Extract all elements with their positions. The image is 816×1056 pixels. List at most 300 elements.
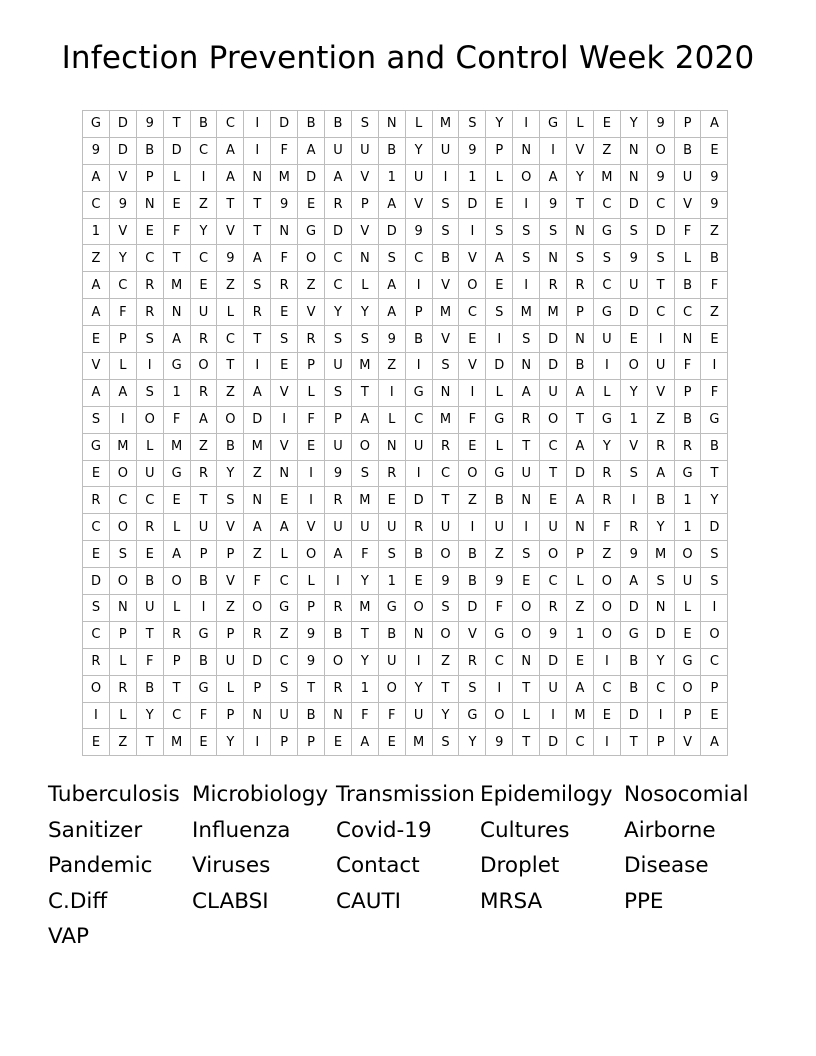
grid-cell: N [378, 111, 405, 138]
grid-cell: Y [351, 648, 378, 675]
grid-cell: B [567, 353, 594, 380]
grid-cell: E [83, 729, 110, 756]
grid-cell: P [271, 729, 298, 756]
grid-cell: 9 [486, 729, 513, 756]
grid-cell: E [136, 218, 163, 245]
grid-cell: Y [190, 218, 217, 245]
grid-cell: O [432, 621, 459, 648]
grid-cell: L [298, 568, 325, 595]
grid-cell: S [432, 191, 459, 218]
word-list-item: Disease [624, 853, 709, 878]
grid-cell: O [593, 595, 620, 622]
grid-cell: A [378, 272, 405, 299]
grid-cell: N [351, 245, 378, 272]
grid-cell: Z [593, 541, 620, 568]
grid-cell: L [405, 111, 432, 138]
grid-cell: Y [405, 137, 432, 164]
grid-cell: L [486, 379, 513, 406]
grid-cell: I [298, 487, 325, 514]
grid-cell: C [432, 460, 459, 487]
grid-cell: U [674, 568, 701, 595]
grid-cell: D [378, 218, 405, 245]
grid-cell: C [540, 568, 567, 595]
grid-cell: E [190, 272, 217, 299]
grid-cell: N [163, 299, 190, 326]
grid-cell: O [674, 541, 701, 568]
grid-cell: R [190, 379, 217, 406]
grid-cell: P [486, 137, 513, 164]
grid-cell: C [540, 433, 567, 460]
grid-cell: L [674, 245, 701, 272]
grid-cell: Z [217, 595, 244, 622]
grid-cell: R [136, 299, 163, 326]
grid-cell: A [83, 272, 110, 299]
grid-cell: Z [459, 487, 486, 514]
grid-cell: N [432, 379, 459, 406]
grid-cell: T [351, 621, 378, 648]
grid-cell: N [567, 326, 594, 353]
grid-cell: 1 [378, 164, 405, 191]
grid-cell: Z [217, 379, 244, 406]
grid-cell: 9 [620, 541, 647, 568]
grid-row [83, 433, 728, 460]
grid-cell: C [217, 326, 244, 353]
grid-row [83, 137, 728, 164]
grid-cell: O [109, 568, 136, 595]
grid-cell: R [593, 487, 620, 514]
grid-cell: I [647, 702, 674, 729]
grid-cell: C [217, 111, 244, 138]
grid-cell: L [567, 111, 594, 138]
grid-cell: T [513, 729, 540, 756]
grid-cell: P [325, 406, 352, 433]
grid-cell: I [244, 729, 271, 756]
grid-cell: G [593, 406, 620, 433]
grid-cell: L [217, 299, 244, 326]
grid-cell: P [298, 595, 325, 622]
grid-row [83, 191, 728, 218]
grid-cell: N [620, 137, 647, 164]
grid-cell: O [136, 406, 163, 433]
grid-row [83, 514, 728, 541]
grid-cell: M [351, 487, 378, 514]
grid-cell: C [83, 514, 110, 541]
grid-cell: S [83, 406, 110, 433]
grid-cell: E [136, 541, 163, 568]
grid-cell: U [190, 514, 217, 541]
grid-cell: E [83, 460, 110, 487]
grid-cell: R [378, 460, 405, 487]
grid-cell: I [83, 702, 110, 729]
page-title: Infection Prevention and Control Week 2020 [61, 40, 755, 76]
grid-cell: L [486, 433, 513, 460]
grid-cell: G [486, 621, 513, 648]
grid-cell: 1 [163, 379, 190, 406]
word-list-item: Pandemic [48, 853, 153, 878]
grid-cell: C [83, 621, 110, 648]
grid-cell: S [351, 326, 378, 353]
word-list [48, 780, 788, 958]
grid-cell: R [325, 595, 352, 622]
grid-row [83, 621, 728, 648]
grid-cell: C [271, 648, 298, 675]
word-list-item: Nosocomial [624, 782, 749, 807]
grid-cell: S [325, 379, 352, 406]
grid-cell: I [244, 137, 271, 164]
word-list-item: CAUTI [336, 888, 401, 914]
grid-cell: I [513, 272, 540, 299]
grid-cell: P [109, 326, 136, 353]
grid-cell: R [109, 675, 136, 702]
grid-cell: F [674, 353, 701, 380]
grid-cell: S [593, 245, 620, 272]
grid-cell: S [620, 218, 647, 245]
grid-cell: V [432, 272, 459, 299]
grid-row [83, 460, 728, 487]
grid-cell: U [432, 514, 459, 541]
grid-cell: V [271, 379, 298, 406]
grid-cell: O [486, 702, 513, 729]
grid-cell: A [83, 164, 110, 191]
grid-cell: N [109, 595, 136, 622]
grid-cell: Y [351, 299, 378, 326]
grid-cell: C [136, 487, 163, 514]
grid-cell: U [351, 514, 378, 541]
grid-cell: R [432, 433, 459, 460]
grid-cell: 1 [459, 164, 486, 191]
grid-cell: 9 [459, 137, 486, 164]
grid-cell: 9 [405, 218, 432, 245]
grid-cell: A [567, 433, 594, 460]
grid-cell: E [567, 648, 594, 675]
grid-cell: F [244, 568, 271, 595]
grid-cell: E [674, 621, 701, 648]
grid-cell: L [593, 379, 620, 406]
grid-cell: I [405, 353, 432, 380]
grid-cell: N [513, 648, 540, 675]
grid-cell: A [567, 487, 594, 514]
grid-cell: N [540, 245, 567, 272]
grid-cell: R [593, 460, 620, 487]
grid-cell: M [351, 353, 378, 380]
grid-row [83, 487, 728, 514]
grid-cell: S [620, 460, 647, 487]
grid-cell: D [647, 621, 674, 648]
grid-cell: U [325, 514, 352, 541]
grid-row [83, 702, 728, 729]
grid-cell: U [405, 164, 432, 191]
grid-cell: A [351, 729, 378, 756]
grid-cell: U [432, 137, 459, 164]
grid-cell: U [271, 702, 298, 729]
grid-row [83, 541, 728, 568]
grid-cell: T [190, 487, 217, 514]
grid-cell: I [459, 218, 486, 245]
grid-cell: A [244, 245, 271, 272]
grid-cell: S [459, 111, 486, 138]
grid-cell: C [701, 648, 728, 675]
grid-cell: E [459, 326, 486, 353]
grid-cell: N [513, 487, 540, 514]
grid-cell: I [701, 595, 728, 622]
grid-cell: O [432, 541, 459, 568]
grid-cell: T [217, 353, 244, 380]
grid-cell: G [701, 406, 728, 433]
grid-cell: V [217, 514, 244, 541]
grid-cell: O [378, 675, 405, 702]
grid-cell: D [540, 326, 567, 353]
grid-cell: C [593, 191, 620, 218]
word-list-item: Influenza [192, 817, 291, 843]
grid-cell: B [405, 326, 432, 353]
grid-cell: F [163, 218, 190, 245]
grid-cell: N [325, 702, 352, 729]
grid-cell: P [701, 675, 728, 702]
grid-cell: S [701, 541, 728, 568]
grid-cell: G [405, 379, 432, 406]
grid-cell: B [298, 702, 325, 729]
grid-cell: R [567, 272, 594, 299]
grid-cell: F [378, 702, 405, 729]
grid-cell: F [298, 406, 325, 433]
grid-cell: T [163, 111, 190, 138]
grid-cell: C [190, 137, 217, 164]
grid-cell: E [620, 326, 647, 353]
grid-cell: C [109, 487, 136, 514]
grid-cell: A [567, 379, 594, 406]
grid-cell: R [190, 326, 217, 353]
grid-cell: A [378, 191, 405, 218]
grid-cell: O [513, 595, 540, 622]
grid-cell: I [405, 460, 432, 487]
grid-cell: D [459, 595, 486, 622]
grid-cell: 9 [647, 164, 674, 191]
grid-cell: M [432, 299, 459, 326]
grid-row [83, 595, 728, 622]
grid-cell: D [567, 460, 594, 487]
grid-cell: L [298, 379, 325, 406]
grid-cell: B [136, 675, 163, 702]
grid-cell: Z [83, 245, 110, 272]
grid-cell: M [163, 272, 190, 299]
grid-cell: S [351, 111, 378, 138]
grid-cell: B [620, 648, 647, 675]
grid-row [83, 729, 728, 756]
word-list-item: Cultures [480, 817, 570, 843]
grid-cell: C [647, 299, 674, 326]
grid-cell: C [325, 245, 352, 272]
grid-cell: 9 [83, 137, 110, 164]
grid-cell: B [674, 137, 701, 164]
grid-cell: R [136, 272, 163, 299]
grid-cell: R [405, 514, 432, 541]
grid-cell: P [674, 111, 701, 138]
grid-cell: 9 [701, 191, 728, 218]
grid-cell: Y [405, 675, 432, 702]
grid-cell: I [190, 164, 217, 191]
grid-cell: C [593, 272, 620, 299]
grid-cell: Y [217, 729, 244, 756]
grid-cell: D [405, 487, 432, 514]
grid-cell: Z [271, 621, 298, 648]
grid-cell: Y [217, 460, 244, 487]
grid-cell: P [405, 299, 432, 326]
grid-cell: G [593, 299, 620, 326]
grid-cell: R [540, 595, 567, 622]
grid-cell: E [325, 729, 352, 756]
grid-cell: P [298, 353, 325, 380]
grid-cell: Y [432, 702, 459, 729]
grid-cell: A [244, 514, 271, 541]
grid-cell: S [486, 299, 513, 326]
grid-cell: M [513, 299, 540, 326]
grid-cell: V [674, 729, 701, 756]
grid-row [83, 326, 728, 353]
grid-cell: R [83, 648, 110, 675]
grid-cell: O [513, 164, 540, 191]
grid-cell: B [378, 137, 405, 164]
grid-cell: M [593, 164, 620, 191]
grid-cell: N [647, 595, 674, 622]
word-list-item: CLABSI [192, 888, 269, 914]
grid-cell: I [513, 514, 540, 541]
grid-cell: N [513, 137, 540, 164]
grid-cell: R [325, 191, 352, 218]
grid-cell: V [405, 191, 432, 218]
word-list-item: Microbiology [192, 782, 329, 807]
grid-cell: G [83, 111, 110, 138]
grid-cell: G [271, 595, 298, 622]
grid-cell: Y [109, 245, 136, 272]
grid-cell: B [190, 648, 217, 675]
grid-cell: N [244, 487, 271, 514]
grid-cell: C [647, 191, 674, 218]
grid-cell: N [567, 218, 594, 245]
grid-cell: U [620, 272, 647, 299]
grid-cell: A [244, 379, 271, 406]
word-list-item: Sanitizer [48, 817, 143, 843]
grid-cell: C [567, 729, 594, 756]
grid-cell: M [647, 541, 674, 568]
grid-cell: Y [325, 299, 352, 326]
grid-cell: B [620, 675, 647, 702]
grid-cell: 1 [351, 675, 378, 702]
grid-cell: C [271, 568, 298, 595]
grid-cell: R [136, 514, 163, 541]
grid-cell: D [620, 299, 647, 326]
grid-cell: V [83, 353, 110, 380]
grid-cell: P [217, 702, 244, 729]
grid-cell: R [325, 675, 352, 702]
grid-cell: R [325, 487, 352, 514]
grid-cell: L [109, 702, 136, 729]
grid-cell: O [298, 541, 325, 568]
grid-cell: E [163, 191, 190, 218]
grid-cell: A [271, 514, 298, 541]
grid-cell: C [325, 272, 352, 299]
grid-cell: M [432, 111, 459, 138]
grid-cell: U [325, 353, 352, 380]
grid-cell: D [620, 191, 647, 218]
grid-cell: D [540, 353, 567, 380]
grid-cell: Z [647, 406, 674, 433]
grid-cell: E [163, 487, 190, 514]
grid-cell: T [513, 675, 540, 702]
grid-cell: I [136, 353, 163, 380]
grid-cell: B [674, 406, 701, 433]
grid-cell: B [217, 433, 244, 460]
grid-cell: P [674, 702, 701, 729]
grid-cell: D [620, 595, 647, 622]
grid-cell: L [163, 595, 190, 622]
grid-cell: F [593, 514, 620, 541]
grid-cell: E [593, 111, 620, 138]
grid-cell: T [567, 406, 594, 433]
grid-cell: I [647, 326, 674, 353]
grid-cell: T [136, 729, 163, 756]
grid-cell: O [513, 621, 540, 648]
grid-cell: R [620, 514, 647, 541]
grid-cell: V [109, 218, 136, 245]
grid-cell: S [271, 326, 298, 353]
grid-cell: E [83, 541, 110, 568]
grid-cell: U [325, 433, 352, 460]
grid-cell: Z [432, 648, 459, 675]
grid-cell: O [163, 568, 190, 595]
grid-cell: D [459, 191, 486, 218]
grid-cell: C [405, 406, 432, 433]
grid-cell: O [298, 245, 325, 272]
grid-cell: G [298, 218, 325, 245]
grid-cell: C [647, 675, 674, 702]
grid-cell: 9 [701, 164, 728, 191]
grid-cell: P [351, 191, 378, 218]
grid-cell: D [540, 648, 567, 675]
grid-cell: S [513, 541, 540, 568]
grid-cell: E [486, 191, 513, 218]
grid-cell: O [190, 353, 217, 380]
grid-cell: R [163, 621, 190, 648]
grid-cell: D [271, 111, 298, 138]
grid-cell: B [405, 541, 432, 568]
grid-cell: I [593, 729, 620, 756]
grid-cell: O [620, 353, 647, 380]
grid-cell: I [271, 406, 298, 433]
word-list-item: Tuberculosis [48, 782, 180, 807]
grid-cell: U [378, 648, 405, 675]
grid-cell: M [432, 406, 459, 433]
grid-cell: S [378, 245, 405, 272]
grid-cell: 9 [298, 621, 325, 648]
word-list-item: Transmission [336, 782, 475, 807]
grid-cell: A [298, 137, 325, 164]
grid-cell: L [378, 406, 405, 433]
grid-cell: A [217, 137, 244, 164]
word-list-item: Covid-19 [336, 817, 432, 843]
grid-cell: Y [701, 487, 728, 514]
grid-cell: N [136, 191, 163, 218]
grid-cell: I [540, 702, 567, 729]
grid-cell: Z [190, 433, 217, 460]
word-list-item: Contact [336, 853, 420, 878]
grid-cell: C [674, 299, 701, 326]
grid-cell: S [513, 326, 540, 353]
grid-cell: F [271, 245, 298, 272]
grid-cell: T [701, 460, 728, 487]
grid-cell: S [513, 245, 540, 272]
grid-cell: V [351, 164, 378, 191]
grid-cell: I [244, 111, 271, 138]
